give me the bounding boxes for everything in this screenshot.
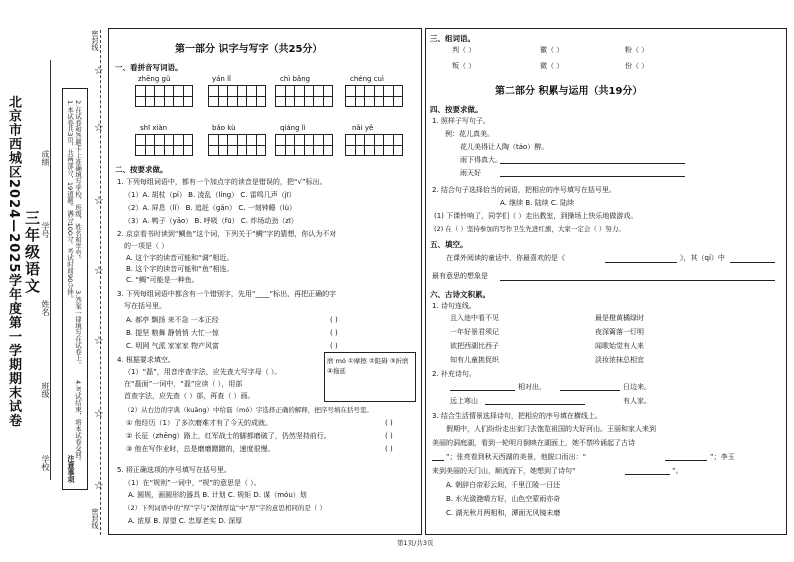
- poem-line-right[interactable]: 最是橙黄橘绿时: [595, 314, 644, 322]
- writing-grid[interactable]: [208, 134, 266, 156]
- q4-2-sentence: (1) 下课铃响了，同学们（ ）走出教室，到操场上快乐地做游戏。: [434, 212, 638, 220]
- q5-title: 五、填空。: [430, 240, 468, 249]
- pinyin-label: chì bǎng: [280, 75, 311, 83]
- writing-grid[interactable]: [208, 85, 266, 107]
- answer-line[interactable]: [485, 404, 585, 405]
- q2-5-2-options: A. 浓厚 B. 厚望 C. 忠厚老实 D. 深厚: [128, 517, 243, 525]
- field-class: 班级: [41, 382, 50, 398]
- q6-3-passage: ”。: [672, 467, 683, 475]
- q2-1-option: （2）A. 屏息（lǐ） B. 追赶（gǎn） C. 一刻钟睡（lù）: [124, 204, 297, 212]
- cut-line: [100, 30, 101, 535]
- field-score: 成绩: [41, 150, 50, 166]
- star-icon: ☆: [94, 264, 104, 277]
- q2-3-row: A. 郝亭 飘扬 来不急 一本正经: [126, 316, 219, 324]
- q4-1-prompt: 雨天好: [460, 169, 481, 177]
- q3-word: 微（ ）: [540, 62, 564, 70]
- q2-2-option: C. “鲷”可能是一种鱼。: [126, 276, 199, 284]
- exam-title: 北京市西城区2024—2025学年度第一学期期末试卷: [6, 95, 21, 428]
- field-id: 学号: [41, 222, 50, 238]
- q4-1-prompt: 雨下得真大。: [460, 156, 502, 164]
- poem-line-left[interactable]: 一年好景君须记: [450, 328, 499, 336]
- notes-line-2: 2.在试卷和答题卡上准确填写学校、班级、姓名和学号。: [74, 100, 82, 263]
- writing-grid[interactable]: [135, 85, 193, 107]
- writing-grid[interactable]: [345, 134, 403, 156]
- q6-3-passage: ”；张亮看到秋天西湖的美景，他脱口而出：“: [446, 453, 587, 461]
- q2-5-1-options: A. 圆规，画圆形的器具 B. 计划 C. 规矩 D. 谋（móu）划: [128, 491, 307, 499]
- poem-line-left[interactable]: 知有儿童挑促织: [450, 356, 499, 364]
- q2-3-row: C. 明网 气派 家家家 物产风富: [126, 342, 220, 350]
- answer-line[interactable]: [500, 163, 685, 164]
- star-icon: ☆: [94, 407, 104, 420]
- q3-word: 份（ ）: [625, 62, 649, 70]
- answer-line[interactable]: [500, 176, 685, 177]
- q2-4-1-cont: 在“磊面”一词中，“磊”应读（ ），用部: [124, 380, 243, 388]
- answer-paren[interactable]: ( ): [330, 342, 338, 350]
- q2-5-1: （1）在“规则”一词中，“规”的意思是（ ）。: [124, 479, 261, 487]
- q2-1-option: （1）A. 胡杖（pí） B. 凌乱（líng） C. 雷鸣几声（jī）: [124, 191, 296, 199]
- poem-fill: 日边来。: [623, 383, 651, 391]
- answer-paren[interactable]: ( ): [330, 316, 338, 324]
- q2-5-2: （2）下列词语中的“厚”字与“深情厚谊”中“厚”字的意思相同的是（ ）: [124, 504, 326, 512]
- answer-paren[interactable]: ( ): [385, 419, 393, 427]
- q5-text: 》，其（qí）中: [680, 254, 725, 262]
- q2-2-stem: 2. 京京看书时读到“鲷鱼”这个词，下列关于“鲷”字的猜想，你认为不对: [117, 230, 337, 238]
- writing-grid[interactable]: [345, 85, 403, 107]
- q4-1-example: 例：花儿真美。: [445, 130, 494, 138]
- q2-4-stem: 4. 根据要求填空。: [117, 356, 175, 364]
- q2-2-option: B. 这个字的读音可能和“鱼”相连。: [126, 265, 234, 273]
- field-name: 姓名: [41, 300, 50, 316]
- poem-line-right[interactable]: 夜深篱落一灯明: [595, 328, 644, 336]
- answer-paren[interactable]: ( ): [385, 445, 393, 453]
- pinyin-label: qiáng lì: [280, 124, 306, 132]
- q2-2-stem-cont: 的一项是（ ）: [124, 242, 169, 250]
- q6-1-stem: 1. 诗句连线。: [432, 302, 476, 310]
- poem-line-right[interactable]: 闻歌始觉有人来: [595, 342, 644, 350]
- q2-3-stem: 3. 下列每组词语中都含有一个错别字，先用“____”标出，再把正确的字: [117, 290, 337, 298]
- field-school: 学校: [41, 455, 50, 471]
- dictionary-entry: 磨 mó ①摩擦 ②阻碍 ③折磨 ④拖延: [327, 357, 409, 375]
- q6-3-passage: 假期中，人们纷纷走出家门去饱览祖国的大好河山。王丽和家人来到: [446, 425, 656, 433]
- q6-title: 六、古诗文积累。: [430, 290, 490, 299]
- q3-title: 三、组词语。: [430, 34, 475, 43]
- answer-line[interactable]: [665, 460, 707, 461]
- q4-2-sentence: (2) 在（ ）坚持参加的写作卫生先进红旗，大家一定会（ ）努力。: [434, 225, 625, 233]
- q6-3-option: C. 湖光秋月两相和，潭面无风镜未磨: [446, 509, 561, 517]
- q4-1-stem: 1. 照样子写句子。: [432, 117, 490, 125]
- q2-4-1-cont: 首查字法，应先查（ ）部，再查（ ）画。: [124, 392, 255, 400]
- answer-line[interactable]: [450, 390, 515, 391]
- pinyin-label: shī xiàn: [140, 124, 168, 132]
- q1-title: 一、看拼音写词语。: [115, 63, 183, 72]
- part1-title: 第一部分 识字与写字（共25分）: [175, 44, 323, 55]
- q6-3-passage: 来到美丽的天门山，顺流而下，她想到了诗句“: [432, 467, 576, 475]
- notes-line-1: 1.本试卷共3页，共两部分，19道题。满分100分。考试时间90分钟。: [66, 100, 74, 302]
- poem-line-left[interactable]: 且入池中看不见: [450, 314, 499, 322]
- q2-4-1: （1）“磊”，用音序查字法，应先查大写字母（ ）。: [124, 368, 282, 376]
- q5-text: 最有意思的想象是: [432, 272, 488, 280]
- q6-3-option: B. 水光潋滟晴方好，山色空蒙雨亦奇: [446, 495, 561, 503]
- q4-2-stem: 2. 结合句子选择恰当的词语，把相应的序号填写在括号里。: [432, 186, 616, 194]
- q3-word: 粉（ ）: [625, 46, 649, 54]
- q2-4-2-sentence: ② 长征（zhēng）路上，红军战士的脚都磨破了，仍然坚持前行。: [126, 432, 331, 440]
- writing-grid[interactable]: [275, 134, 333, 156]
- score-line: [50, 60, 51, 480]
- q2-4-2-sentence: ① 他经历（1）了多次磨难才有了今天的成就。: [126, 419, 272, 427]
- answer-line[interactable]: [432, 460, 444, 461]
- pinyin-label: yán lǐ: [212, 75, 231, 83]
- q2-title: 二、按要求做。: [115, 165, 168, 174]
- q3-word: 徽（ ）: [540, 46, 564, 54]
- poem-fill: 有人家。: [623, 397, 651, 405]
- cut-line-label-top: 密封线: [91, 30, 99, 51]
- answer-line[interactable]: [625, 474, 670, 475]
- q2-4-2-sentence: ③ 他在写作业时，总是磨磨蹭蹭的，速度很慢。: [126, 445, 275, 453]
- q2-2-option: A. 这个字的读音可能和“调”相近。: [126, 254, 234, 262]
- answer-line[interactable]: [730, 262, 775, 263]
- poem-fill: 相对出，: [518, 383, 546, 391]
- q2-3-stem-cont: 写在括号里。: [124, 302, 166, 310]
- q2-1-stem: 1. 下列每组词语中，都有一个加点字的读音是错误的，把“√”标出。: [117, 178, 327, 186]
- q5-text: 在课外阅读的童话中，你最喜欢的是《: [446, 254, 565, 262]
- q3-word: 叛（ ）: [452, 62, 476, 70]
- answer-paren[interactable]: ( ): [385, 432, 393, 440]
- q2-5-stem: 5. 将正确选项的序号填写在括号里。: [117, 466, 231, 474]
- answer-paren[interactable]: ( ): [330, 329, 338, 337]
- page-footer: 第1页/共3页: [397, 539, 434, 547]
- writing-grid[interactable]: [135, 134, 193, 156]
- q6-3-passage: ”；李玉: [710, 453, 735, 461]
- q2-1-option: （3）A. 鸭子（yāo） B. 呼吸（fū） C. 炸场动劲（zī）: [124, 217, 298, 225]
- cut-line-label-bottom: 密封线: [91, 508, 99, 529]
- notes-label: 注意事项: [67, 455, 75, 483]
- notes-line-3: 3.答案一律填写在试卷上。: [74, 290, 82, 368]
- star-icon: ☆: [94, 121, 104, 134]
- star-icon: ☆: [94, 194, 104, 207]
- q3-word: 判（ ）: [452, 46, 476, 54]
- pinyin-label: nǎi yě: [352, 124, 374, 132]
- writing-grid[interactable]: [275, 85, 333, 107]
- q6-3-option: A. 朝辞白帝彩云间，千里江陵一日还: [446, 481, 561, 489]
- q4-1-example: 花儿美得让人陶（táo）醉。: [460, 143, 549, 151]
- q2-3-row: B. 提坚 粮舞 静悄悄 大忙一惊: [126, 329, 219, 337]
- pinyin-label: zhēng gǔ: [138, 75, 171, 83]
- poem-line-right[interactable]: 淡妆浓抹总相宜: [595, 356, 644, 364]
- star-icon: ☆: [94, 64, 104, 77]
- pinyin-label: bǎo kù: [212, 124, 236, 132]
- q6-3-passage: 美丽的洞庭湖，看到一轮明月倒映在湖面上，她不禁吟诵起了古诗: [432, 439, 635, 447]
- q6-3-stem: 3. 结合生活情景选择诗句，把相应的序号填在横线上。: [432, 412, 602, 420]
- answer-line[interactable]: [605, 262, 677, 263]
- part2-title: 第二部分 积累与运用（共19分）: [495, 86, 643, 97]
- pinyin-label: chéng cuì: [350, 75, 384, 83]
- star-icon: ☆: [94, 334, 104, 347]
- q4-2-options: A. 继续 B. 陆续 C. 陆续: [500, 199, 575, 207]
- answer-line[interactable]: [560, 390, 620, 391]
- q4-title: 四、按要求做。: [430, 105, 483, 114]
- q6-2-stem: 2. 补充诗句。: [432, 370, 476, 378]
- answer-line[interactable]: [500, 280, 775, 281]
- poem-fill: 远上寒山: [450, 397, 478, 405]
- exam-subject: 三年级语文: [23, 210, 41, 295]
- poem-line-left[interactable]: 欲把西湖比西子: [450, 342, 499, 350]
- q2-4-2: （2）从右边的字典（kuāng）中给磊（mó）字选择正确的解释，把序号填在括号里。: [124, 406, 373, 414]
- notes-line-4: 4.考试结束，将本试卷交回。: [74, 380, 82, 465]
- star-icon: ☆: [94, 479, 104, 492]
